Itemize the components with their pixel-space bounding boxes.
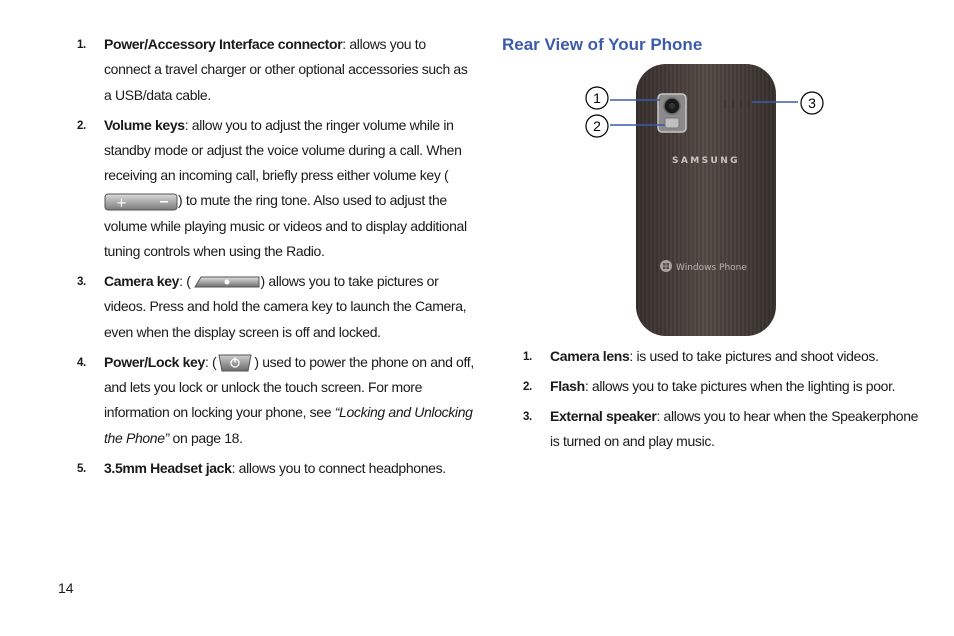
list-item [77,269,474,345]
cross-reference-link[interactable]: “Locking and Unlocking the Phone” [104,404,473,446]
item-term: Camera lens [550,348,630,364]
volume-key-icon [104,193,178,211]
windows-logo-icon [660,260,672,272]
item-term: Camera key [104,273,180,290]
item-description: : allow you to adjust the ringer volume while in standby mode or adjust the voice volume during a call. When receiving an incoming call, briefly press either volume key ( [104,116,462,184]
item-number: 2. [523,380,532,393]
item-description-cont: ) to mute the ring tone. Also used to adjust the volume while playing music or videos and to display additional tuning controls when using the Radio. [104,192,467,260]
list-item [77,456,474,481]
item-term: 3.5mm Headset jack [104,459,232,476]
callout-3: 3 [808,95,816,111]
list-item [77,32,474,108]
item-number: 4. [77,356,86,369]
svg-text:+: + [116,195,127,211]
item-term: Flash [550,377,585,394]
item-term: External speaker [550,407,657,424]
item-description: : allows you to connect headphones. [231,459,446,476]
item-description-cont: ) used to power the phone on and off, and lets you lock or unlock the touch screen. For more information on locking your phone, see [104,353,474,421]
item-description-end: on page 18. [169,429,243,446]
callout-1: 1 [593,90,601,106]
hardware-features-list [77,32,474,485]
item-number: 2. [77,119,86,132]
item-description: : ( [179,273,191,290]
item-term: Volume keys [104,116,185,133]
callout-2: 2 [593,118,601,134]
phone-rear-view-figure [580,60,840,340]
section-heading: Rear View of Your Phone [502,35,703,54]
item-description: : is used to take pictures and shoot videos. [629,348,879,364]
list-item [523,374,930,399]
item-description: : ( [204,353,217,370]
brand-logo: SAMSUNG [672,156,740,166]
rear-view-features-list [523,344,930,459]
camera-key-icon [191,275,261,289]
item-number: 1. [77,39,86,51]
item-description-cont: ) allows you to take pictures or videos. Press and hold the camera key to launch the Camera, even when the display screen is off and locked. [104,273,467,340]
list-item [77,113,474,265]
list-item [523,344,930,369]
item-term: Power/Lock key [104,353,205,370]
item-number: 3. [523,410,532,423]
item-description: : allows you to connect a travel charger or other optional accessories such as a USB/data cable. [104,36,468,103]
power-key-icon [216,353,254,373]
page-number: 14 [58,580,74,596]
os-logo-text: Windows Phone [676,263,747,273]
item-description: : allows you to take pictures when the lighting is poor. [584,377,896,394]
item-description: : allows you to hear when the Speakerphone is turned on and play music. [550,407,919,450]
item-term: Power/Accessory Interface connector [104,36,343,52]
item-number: 3. [77,276,86,289]
list-item [523,404,930,455]
item-number: 1. [523,351,532,363]
list-item [77,350,474,451]
item-number: 5. [77,462,86,475]
flash-icon [665,118,679,128]
